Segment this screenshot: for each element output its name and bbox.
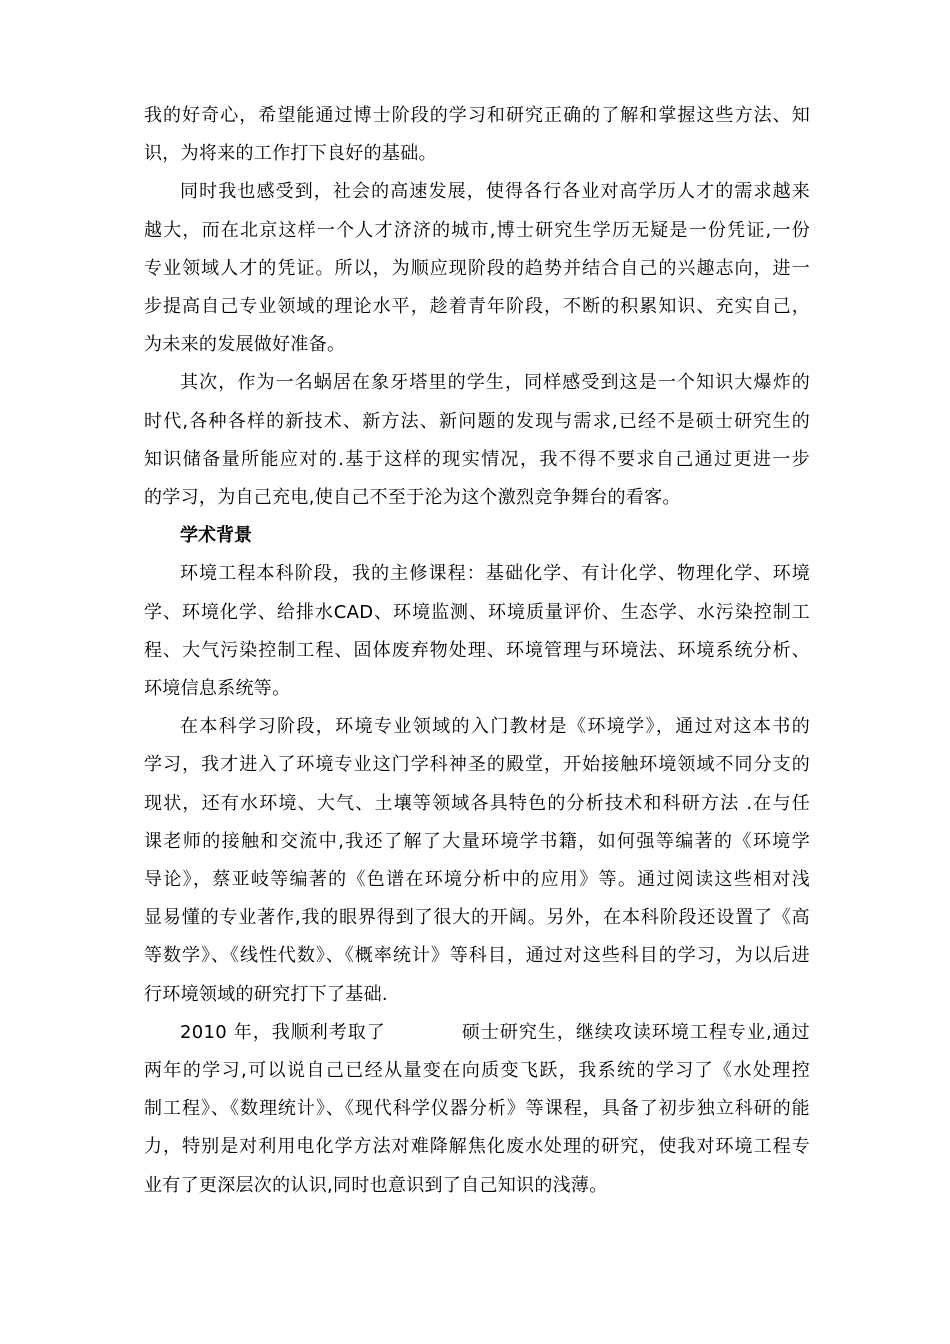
text-line: 行环境领域的研究打下了基础.: [144, 983, 388, 1005]
text-line: 的学习，为自己充电,使自己不至于沦为这个激烈竞争舞台的看客。: [144, 487, 681, 509]
paragraph-5: [144, 708, 810, 1014]
text-line: 知识储备量所能应对的.基于这样的现实情况，我不得不要求自己通过更进一步: [144, 448, 810, 470]
text-line: 我的好奇心，希望能通过博士阶段的学习和研究正确的了解和掌握这些方法、知: [144, 105, 810, 126]
text-line: 力，特别是对利用电化学方法对难降解焦化废水处理的研究，使我对环境工程专: [144, 1136, 810, 1158]
text-line: 2010 年，我顺利考取了 硕士研究生，继续攻读环境工程专业,通过: [180, 1021, 810, 1043]
text-line: 环境工程本科阶段，我的主修课程：基础化学、有计化学、物理化学、环境: [180, 563, 810, 585]
text-line: 同时我也感受到，社会的高速发展，使得各行各业对高学历人才的需求越来: [180, 181, 810, 203]
paragraph-1: [144, 97, 810, 173]
text-line: 环境信息系统等。: [144, 678, 291, 700]
text-line: 程、大气污染控制工程、固体废弃物处理、环境管理与环境法、环境系统分析、: [144, 639, 810, 661]
text-line: 在本科学习阶段，环境专业领域的入门教材是《环境学》，通过对这本书的: [180, 716, 810, 738]
document-page: [144, 97, 810, 1205]
text-line: 导论》，蔡亚岐等编著的《色谱在环境分析中的应用》等。通过阅读这些相对浅: [144, 869, 810, 891]
text-line: 时代,各种各样的新技术、新方法、新问题的发现与需求,已经不是硕士研究生的: [144, 410, 810, 432]
text-line: 课老师的接触和交流中,我还了解了大量环境学书籍，如何强等编著的《环境学: [144, 830, 810, 852]
section-heading: 学术背景: [180, 525, 252, 547]
paragraph-2: [144, 173, 810, 364]
text-line: 业有了更深层次的认识,同时也意识到了自己知识的浅薄。: [144, 1174, 608, 1196]
text-line: 步提高自己专业领域的理论水平，趁着青年阶段，不断的积累知识、充实自己，: [144, 296, 810, 318]
text-line: 为未来的发展做好准备。: [144, 334, 346, 356]
text-line: 等数学》、《线性代数》、《概率统计》等科目，通过对这些科目的学习，为以后进: [144, 945, 810, 967]
text-line: 两年的学习,可以说自己已经从量变在向质变飞跃，我系统的学习了《水处理控: [144, 1060, 810, 1082]
text-line: 现状，还有水环境、大气、土壤等领域各具特色的分析技术和科研方法 .在与任: [144, 792, 810, 814]
text-line: 专业领域人才的凭证。所以，为顺应现阶段的趋势并结合自己的兴趣志向，进一: [144, 257, 810, 279]
text-line: 学、环境化学、给排水CAD、环境监测、环境质量评价、生态学、水污染控制工: [144, 601, 810, 623]
paragraph-4: [144, 555, 810, 708]
text-line: 学习，我才进入了环境专业这门学科神圣的殿堂，开始接触环境领域不同分支的: [144, 754, 810, 776]
text-line: 识，为将来的工作打下良好的基础。: [144, 143, 437, 165]
paragraph-6: [144, 1014, 810, 1205]
text-line: 其次，作为一名蜗居在象牙塔里的学生，同样感受到这是一个知识大爆炸的: [180, 372, 810, 394]
text-line: 显易懂的专业著作,我的眼界得到了很大的开阔。另外，在本科阶段还设置了《高: [144, 907, 810, 929]
text-line: 越大，而在北京这样一个人才济济的城市,博士研究生学历无疑是一份凭证,一份: [144, 219, 810, 241]
paragraph-3: [144, 364, 810, 517]
text-line: 制工程》、《数理统计》、《现代科学仪器分析》等课程，具备了初步独立科研的能: [144, 1098, 810, 1120]
